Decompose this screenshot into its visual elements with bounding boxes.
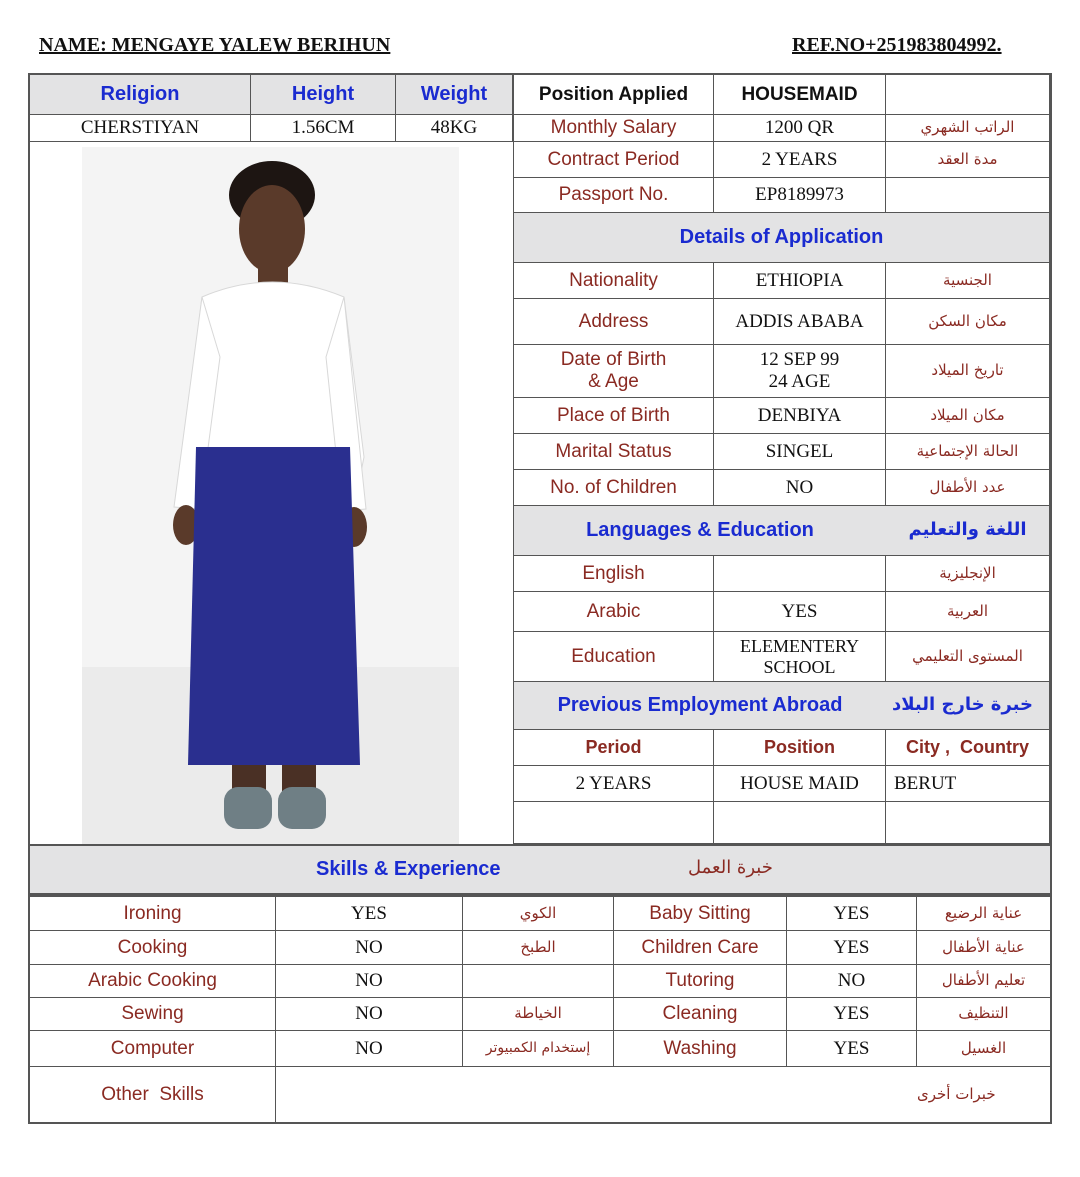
education-ar: المستوى التعليمي xyxy=(886,632,1050,682)
marital-status-ar: الحالة الإجتماعية xyxy=(886,434,1050,470)
employment-section-title-ar: خبرة خارج البلاد xyxy=(876,682,1050,730)
religion-value: CHERSTIYAN xyxy=(30,115,251,142)
nationality-label: Nationality xyxy=(513,263,714,299)
skill-baby-sitting-label: Baby Sitting xyxy=(614,897,787,931)
skill-computer-label: Computer xyxy=(30,1031,276,1067)
children-value: NO xyxy=(714,470,886,506)
employment-city-value: BERUT xyxy=(886,766,1050,802)
salary-ar: الراتب الشهري xyxy=(886,115,1050,142)
arabic-value: YES xyxy=(714,592,886,632)
children-label: No. of Children xyxy=(513,470,714,506)
skill-washing-label: Washing xyxy=(614,1031,787,1067)
other-skills-value xyxy=(276,1067,917,1122)
skill-arabic-cooking-value: NO xyxy=(276,965,463,998)
skill-cooking-label: Cooking xyxy=(30,931,276,965)
nationality-ar: الجنسية xyxy=(886,263,1050,299)
skill-cooking-value: NO xyxy=(276,931,463,965)
skill-ironing-value: YES xyxy=(276,897,463,931)
skills-header-band xyxy=(28,846,1052,895)
height-value: 1.56CM xyxy=(251,115,396,142)
employment-period-value: 2 YEARS xyxy=(513,766,714,802)
languages-section-title-ar: اللغة والتعليم xyxy=(886,506,1050,556)
skill-baby-sitting-value: YES xyxy=(787,897,917,931)
skill-children-care-value: YES xyxy=(787,931,917,965)
skill-ironing-label: Ironing xyxy=(30,897,276,931)
position-applied-value: HOUSEMAID xyxy=(714,75,886,115)
skill-children-care-label: Children Care xyxy=(614,931,787,965)
address-ar: مكان السكن xyxy=(886,299,1050,345)
passport-label: Passport No. xyxy=(513,178,714,213)
skill-sewing-value: NO xyxy=(276,998,463,1031)
skill-children-care-ar: عناية الأطفال xyxy=(917,931,1050,965)
employment-position-header: Position xyxy=(714,730,886,766)
children-ar: عدد الأطفال xyxy=(886,470,1050,506)
place-of-birth-value: DENBIYA xyxy=(714,398,886,434)
languages-section-title: Languages & Education xyxy=(513,506,886,556)
contract-value: 2 YEARS xyxy=(714,142,886,178)
weight-value: 48KG xyxy=(396,115,513,142)
skill-sewing-label: Sewing xyxy=(30,998,276,1031)
arabic-label: Arabic xyxy=(513,592,714,632)
education-label: Education xyxy=(513,632,714,682)
skill-washing-value: YES xyxy=(787,1031,917,1067)
skill-computer-value: NO xyxy=(276,1031,463,1067)
dob-ar: تاريخ الميلاد xyxy=(886,345,1050,398)
skill-cleaning-label: Cleaning xyxy=(614,998,787,1031)
weight-header: Weight xyxy=(396,75,513,115)
marital-status-label: Marital Status xyxy=(513,434,714,470)
skill-arabic-cooking-label: Arabic Cooking xyxy=(30,965,276,998)
skill-cleaning-ar: التنظيف xyxy=(917,998,1050,1031)
height-header: Height xyxy=(251,75,396,115)
arabic-ar: العربية xyxy=(886,592,1050,632)
skill-computer-ar: إستخدام الكمبيوتر xyxy=(463,1031,614,1067)
english-label: English xyxy=(513,556,714,592)
english-value xyxy=(714,556,886,592)
dob-value: 12 SEP 99 24 AGE xyxy=(714,345,886,398)
position-applied-label: Position Applied xyxy=(513,75,714,115)
contract-label: Contract Period xyxy=(513,142,714,178)
employment-period-header: Period xyxy=(513,730,714,766)
skill-ironing-ar: الكوي xyxy=(463,897,614,931)
applicant-photo xyxy=(82,147,459,844)
applicant-name: NAME: MENGAYE YALEW BERIHUN xyxy=(39,34,391,56)
other-skills-label: Other Skills xyxy=(30,1067,276,1122)
employment-empty-cell xyxy=(886,802,1050,844)
skills-section-title: Skills & Experience xyxy=(316,858,501,880)
skill-sewing-ar: الخياطة xyxy=(463,998,614,1031)
employment-position-value: HOUSE MAID xyxy=(714,766,886,802)
employment-section-title: Previous Employment Abroad xyxy=(513,682,886,730)
details-section-title: Details of Application xyxy=(513,213,1050,263)
dob-label: Date of Birth & Age xyxy=(513,345,714,398)
passport-value: EP8189973 xyxy=(714,178,886,213)
position-applied-blank xyxy=(886,75,1050,115)
marital-status-value: SINGEL xyxy=(714,434,886,470)
contract-ar: مدة العقد xyxy=(886,142,1050,178)
person-figure-icon xyxy=(82,147,459,844)
skill-baby-sitting-ar: عناية الرضيع xyxy=(917,897,1050,931)
skill-tutoring-label: Tutoring xyxy=(614,965,787,998)
employment-empty-cell xyxy=(714,802,886,844)
english-ar: الإنجليزية xyxy=(886,556,1050,592)
salary-value: 1200 QR xyxy=(714,115,886,142)
other-skills-ar: خبرات أخرى xyxy=(917,1084,996,1103)
address-value: ADDIS ABABA xyxy=(714,299,886,345)
address-label: Address xyxy=(513,299,714,345)
skill-arabic-cooking-ar xyxy=(463,965,614,998)
employment-city-header: City , Country xyxy=(886,730,1050,766)
skill-tutoring-ar: تعليم الأطفال xyxy=(917,965,1050,998)
skill-cleaning-value: YES xyxy=(787,998,917,1031)
place-of-birth-ar: مكان الميلاد xyxy=(886,398,1050,434)
place-of-birth-label: Place of Birth xyxy=(513,398,714,434)
reference-number: REF.NO+251983804992. xyxy=(792,34,1002,56)
skill-washing-ar: الغسيل xyxy=(917,1031,1050,1067)
religion-header: Religion xyxy=(30,75,251,115)
skill-cooking-ar: الطبخ xyxy=(463,931,614,965)
skills-section-title-ar: خبرة العمل xyxy=(688,857,773,878)
nationality-value: ETHIOPIA xyxy=(714,263,886,299)
education-value: ELEMENTERY SCHOOL xyxy=(714,632,886,682)
passport-ar xyxy=(886,178,1050,213)
salary-label: Monthly Salary xyxy=(513,115,714,142)
employment-empty-cell xyxy=(513,802,714,844)
skill-tutoring-value: NO xyxy=(787,965,917,998)
